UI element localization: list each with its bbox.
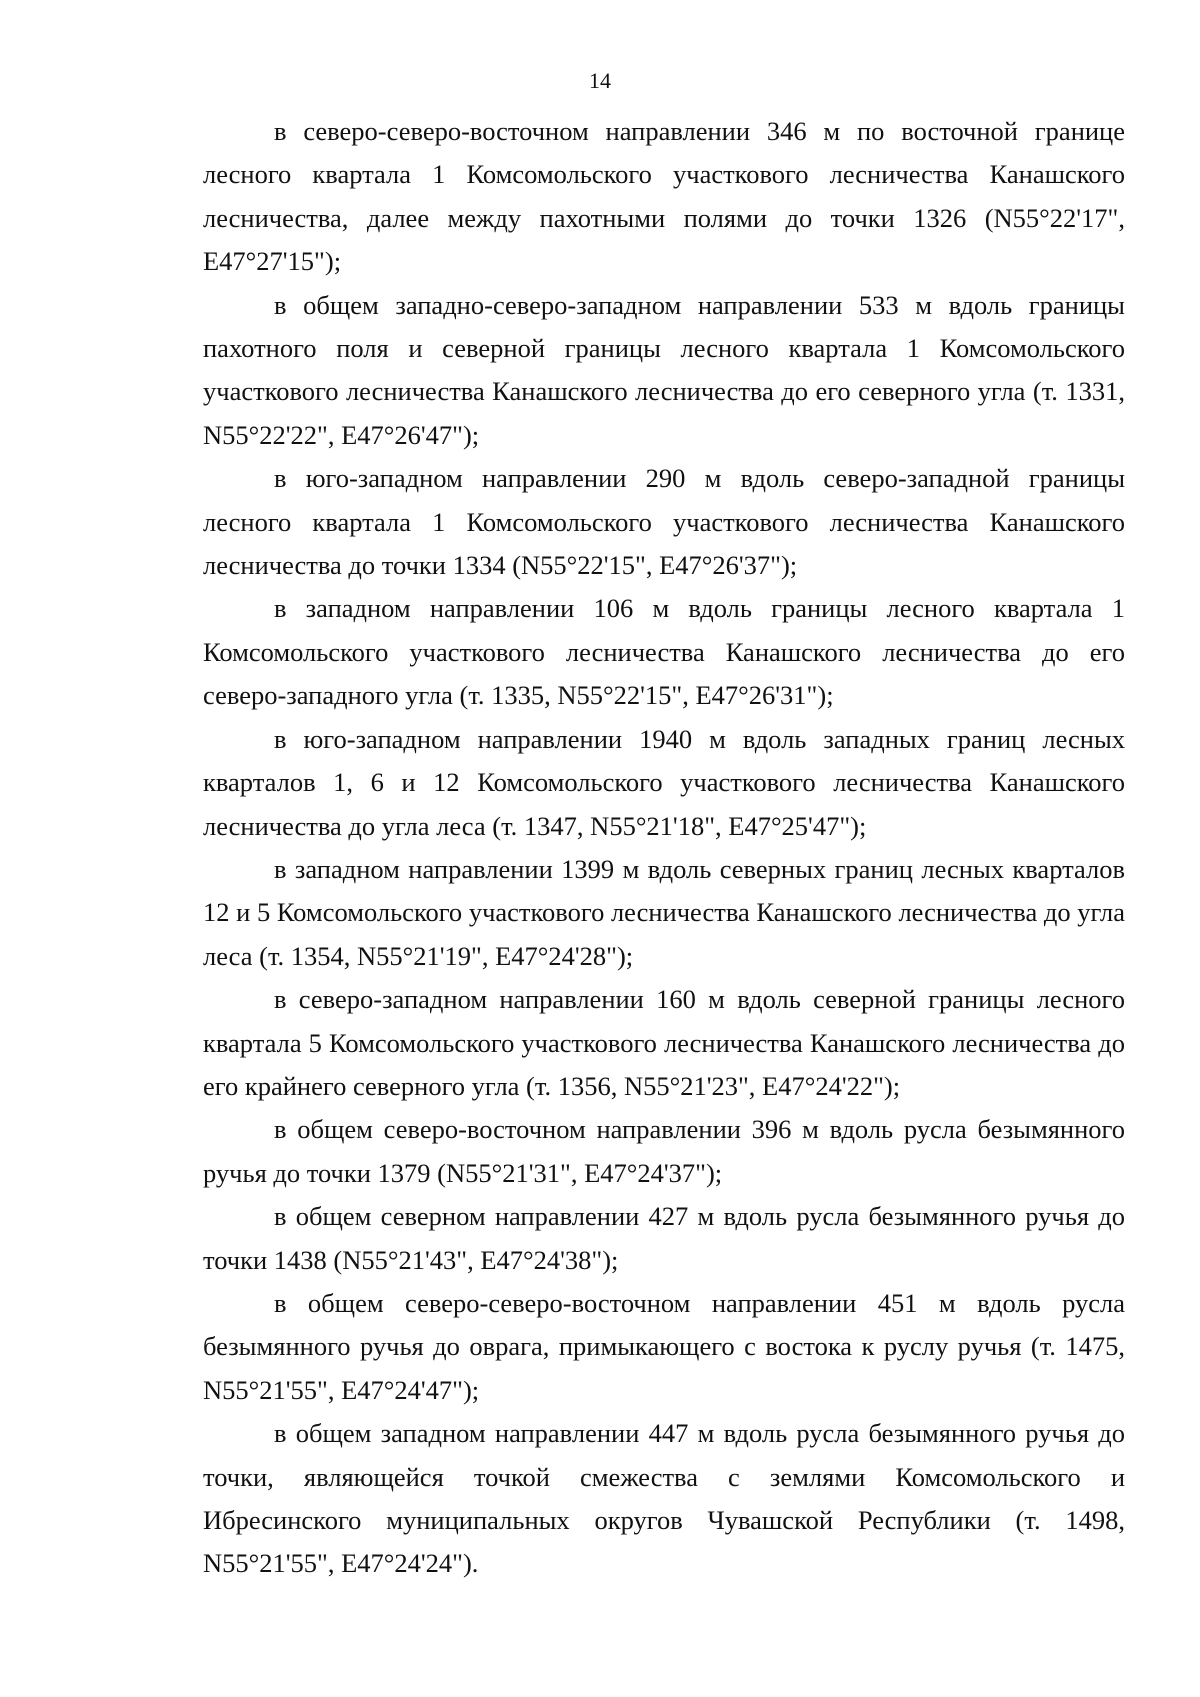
paragraph: в западном направлении 106 м вдоль границы лесного квартала 1 Комсомольского участкового лесничества Канашского лесничества до его северо-западного угла (т. 1335, N55°22'15", E47°26'31");	[203, 593, 1125, 711]
paragraph: в общем северо-восточном направлении 396 м вдоль русла безымянного ручья до точки 1379 (N55°21'31", E47°24'37");	[203, 1114, 1125, 1188]
document-body	[203, 110, 1125, 1586]
page-number: 14	[589, 68, 611, 93]
paragraph: в общем западно-северо-западном направлении 533 м вдоль границы пахотного поля и северной границы лесного квартала 1 Комсомольского участкового лесничества Канашского лесничества до его северного угла (т. 1331, N55°22'22", E47°26'47");	[203, 289, 1125, 450]
paragraph: в западном направлении 1399 м вдоль северных границ лесных кварталов 12 и 5 Комсомольского участкового лесничества Канашского лесничества до угла леса (т. 1354, N55°21'19", E47°24'28");	[203, 853, 1125, 971]
paragraph: в северо-северо-восточном направлении 346 м по восточной границе лесного квартала 1 Комсомольского участкового лесничества Канашского лесничества, далее между пахотными полями до точки 1326 (N55°22'17", E47°27'15");	[203, 116, 1125, 277]
paragraph: в юго-западном направлении 1940 м вдоль западных границ лесных кварталов 1, 6 и 12 Комсомольского участкового лесничества Канашского лесничества до угла леса (т. 1347, N55°21'18", E47°25'47");	[203, 723, 1125, 841]
paragraph: в северо-западном направлении 160 м вдоль северной границы лесного квартала 5 Комсомольского участкового лесничества Канашского лесничества до его крайнего северного угла (т. 1356, N55°21'23", E47°24'22");	[203, 984, 1125, 1101]
paragraph: в общем западном направлении 447 м вдоль русла безымянного ручья до точки, являющейся точкой смежества с землями Комсомольского и Ибресинского муниципальных округов Чувашской Республики (т. 1498, N55°21'55", E47°24'24").	[203, 1418, 1125, 1579]
paragraph: в общем северо-северо-восточном направлении 451 м вдоль русла безымянного ручья до оврага, примыкающего с востока к руслу ручья (т. 1475, N55°21'55", E47°24'47");	[203, 1287, 1125, 1405]
paragraph: в общем северном направлении 427 м вдоль русла безымянного ручья до точки 1438 (N55°21'43", E47°24'38");	[203, 1201, 1125, 1275]
paragraph: в юго-западном направлении 290 м вдоль северо-западной границы лесного квартала 1 Комсомольского участкового лесничества Канашского лесничества до точки 1334 (N55°22'15", E47°26'37");	[203, 463, 1125, 581]
